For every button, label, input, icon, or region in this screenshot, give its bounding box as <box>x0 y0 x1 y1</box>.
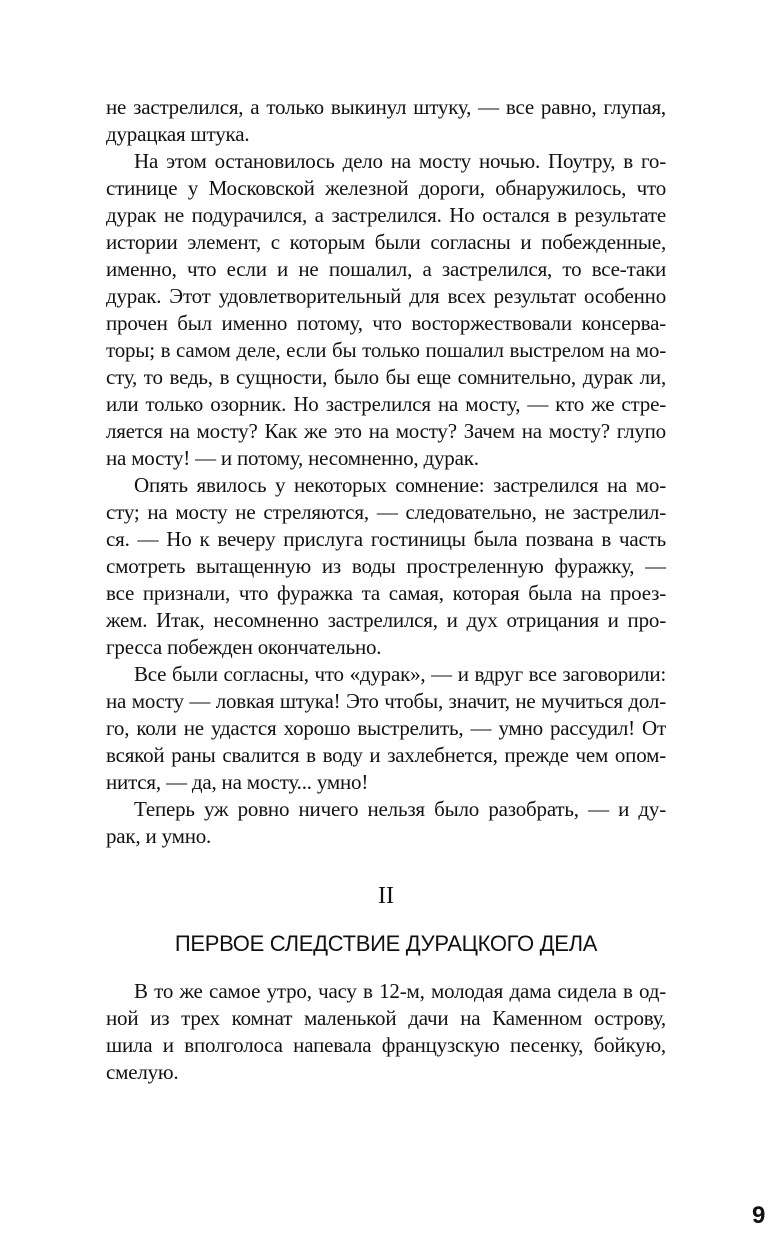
paragraph <box>106 796 666 850</box>
paragraph <box>106 148 666 472</box>
text-line: дурацкая штука. <box>106 122 250 146</box>
text-line: го, коли не удастся хорошо выстрелить, — умно рассудил! От <box>106 716 666 740</box>
text-line: сту; на мосту не стреляются, — следовательно, не застрелил- <box>106 500 666 524</box>
paragraph <box>106 94 666 148</box>
text-line: истории элемент, с которым были согласны и побежденные, <box>106 230 666 254</box>
paragraph <box>106 472 666 661</box>
text-line: Все были согласны, что «дурак», — и вдруг все заговорили: <box>134 662 666 686</box>
text-line: дурак не подурачился, а застрелился. Но остался в результате <box>106 203 666 227</box>
chapter-number: II <box>378 883 394 909</box>
text-line: смотреть вытащенную из воды простреленную фуражку, — <box>106 554 666 578</box>
text-line: нится, — да, на мосту... умно! <box>106 770 369 794</box>
body-text-top <box>106 94 666 850</box>
paragraph <box>106 661 666 796</box>
text-line: шила и вполголоса напевала французскую песенку, бойкую, <box>106 1033 666 1057</box>
text-line: торы; в самом деле, если бы только пошалил выстрелом на мо- <box>106 338 666 362</box>
body-text-bottom <box>106 978 666 1086</box>
text-line: не застрелился, а только выкинул штуку, — все равно, глупая, <box>106 95 666 119</box>
paragraph <box>106 978 666 1086</box>
text-line: ся. — Но к вечеру прислуга гостиницы была позвана в часть <box>106 527 666 551</box>
text-line: рак, и умно. <box>106 824 212 848</box>
text-line: всякой раны свалится в воду и захлебнется, прежде чем опом- <box>106 743 666 767</box>
page-number: 9 <box>752 1202 766 1229</box>
text-line: В то же самое утро, часу в 12-м, молодая дама сидела в од- <box>134 979 666 1003</box>
text-line: На этом остановилось дело на мосту ночью. Поутру, в го- <box>134 149 666 173</box>
text-line: прочен был именно потому, что восторжествовали консерва- <box>106 311 666 335</box>
text-line: на мосту! — и потому, несомненно, дурак. <box>106 446 479 470</box>
text-line: на мосту — ловкая штука! Это чтобы, значит, не мучиться дол- <box>106 689 666 713</box>
text-line: смелую. <box>106 1060 179 1084</box>
text-line: Теперь уж ровно ничего нельзя было разобрать, — и ду- <box>134 797 666 821</box>
text-line: стинице у Московской железной дороги, обнаружилось, что <box>106 176 666 200</box>
chapter-title: ПЕРВОЕ СЛЕДСТВИЕ ДУРАЦКОГО ДЕЛА <box>174 931 598 956</box>
text-line: ной из трех комнат маленькой дачи на Каменном острову, <box>106 1006 666 1030</box>
text-line: все признали, что фуражка та самая, которая была на проез- <box>106 581 666 605</box>
text-line: гресса побежден окончательно. <box>106 635 382 659</box>
text-line: Опять явилось у некоторых сомнение: застрелился на мо- <box>134 473 666 497</box>
text-line: именно, что если и не пошалил, а застрелился, то все-таки <box>106 257 666 281</box>
text-line: сту, то ведь, в сущности, было бы еще сомнительно, дурак ли, <box>106 365 666 389</box>
text-line: ляется на мосту? Как же это на мосту? Зачем на мосту? глупо <box>106 419 666 443</box>
text-line: дурак. Этот удовлетворительный для всех результат особенно <box>106 284 666 308</box>
text-line: жем. Итак, несомненно застрелился, и дух отрицания и про- <box>106 608 666 632</box>
text-line: или только озорник. Но застрелился на мосту, — кто же стре- <box>106 392 666 416</box>
